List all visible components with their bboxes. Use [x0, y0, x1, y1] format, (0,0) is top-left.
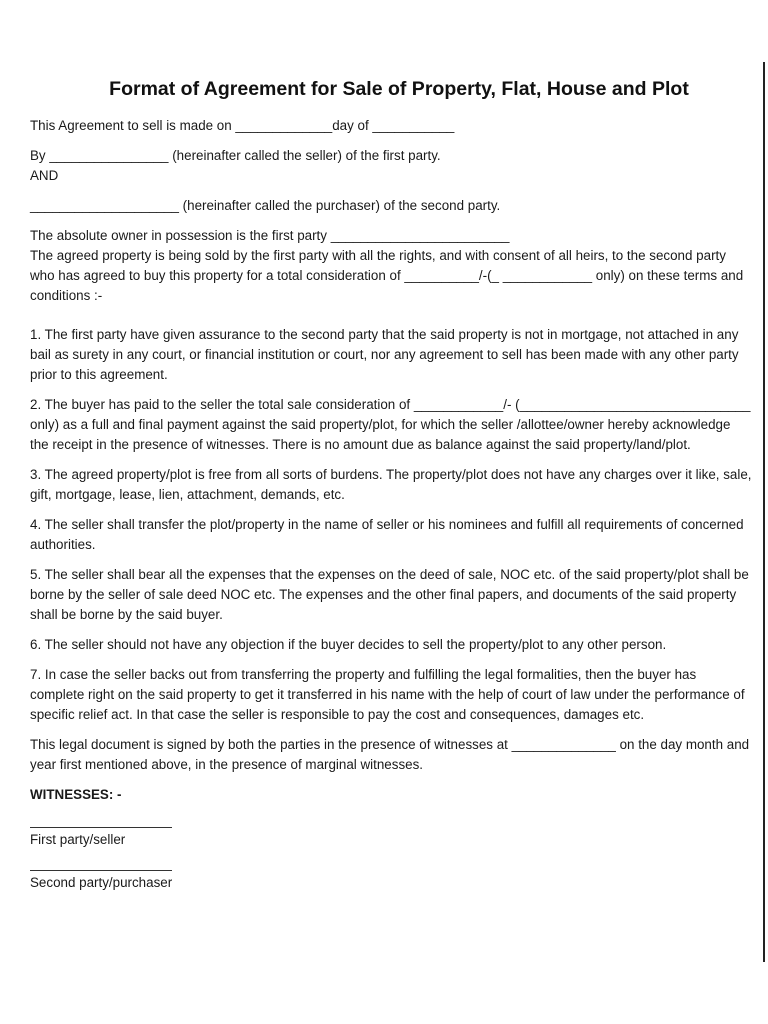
first-party-signature-line [30, 827, 172, 828]
clause-4: 4. The seller shall transfer the plot/property in the name of seller or his nominees and fulfill all requirements of concerned authorities. [30, 517, 744, 552]
seller-line: By ________________ (hereinafter called the seller) of the first party. [30, 148, 441, 163]
agreement-document [30, 76, 752, 893]
clause-5: 5. The seller shall bear all the expenses that the expenses on the deed of sale, NOC etc. of the said property/plot shall be borne by the seller of sale deed NOC etc. The expenses and the other final papers, and documents of the said property shall be borne by the said buyer. [30, 567, 749, 622]
clause-2: 2. The buyer has paid to the seller the total sale consideration of ____________/- (_______________________________ only) as a full and final payment against the said property/plot, for which the seller /allottee/owner hereby acknowledge the receipt in the presence of witnesses. There is no amount due as balance against the said property/land/plot. [30, 397, 751, 452]
second-party-label: Second party/purchaser [30, 875, 173, 890]
page-edge-rule [763, 62, 765, 962]
clause-1: 1. The first party have given assurance to the second party that the said property is not in mortgage, not attached in any bail as surety in any court, or financial institution or court, nor any agreement to sell has been made with any other party prior to this agreement. [30, 327, 739, 382]
owner-line: The absolute owner in possession is the first party ________________________ [30, 228, 510, 243]
agreed-property-paragraph: The agreed property is being sold by the first party with all the rights, and with consent of all heirs, to the second party who has agreed to buy this property for a total consideration of __________/-(_ ____________ only) on these terms and conditions :- [30, 248, 744, 303]
purchaser-line: ____________________ (hereinafter called the purchaser) of the second party. [30, 198, 501, 213]
second-party-signature-line [30, 870, 172, 871]
closing-paragraph: This legal document is signed by both the parties in the presence of witnesses at ______________ on the day month and year first mentioned above, in the presence of marginal witnesses. [30, 737, 750, 772]
document-title: Format of Agreement for Sale of Property, Flat, House and Plot [109, 78, 689, 100]
and-line: AND [30, 168, 59, 183]
agreement-date-line: This Agreement to sell is made on _____________day of ___________ [30, 118, 455, 133]
first-party-label: First party/seller [30, 832, 126, 847]
witnesses-heading: WITNESSES: - [30, 787, 122, 802]
clause-6: 6. The seller should not have any objection if the buyer decides to sell the property/plot to any other person. [30, 637, 667, 652]
clause-7: 7. In case the seller backs out from transferring the property and fulfilling the legal formalities, then the buyer has complete right on the said property to get it transferred in his name with the help of court of law under the performance of specific relief act. In that case the seller is responsible to pay the cost and consequences, damages etc. [30, 667, 745, 722]
clause-3: 3. The agreed property/plot is free from all sorts of burdens. The property/plot does not have any charges over it like, sale, gift, mortgage, lease, lien, attachment, demands, etc. [30, 467, 752, 502]
